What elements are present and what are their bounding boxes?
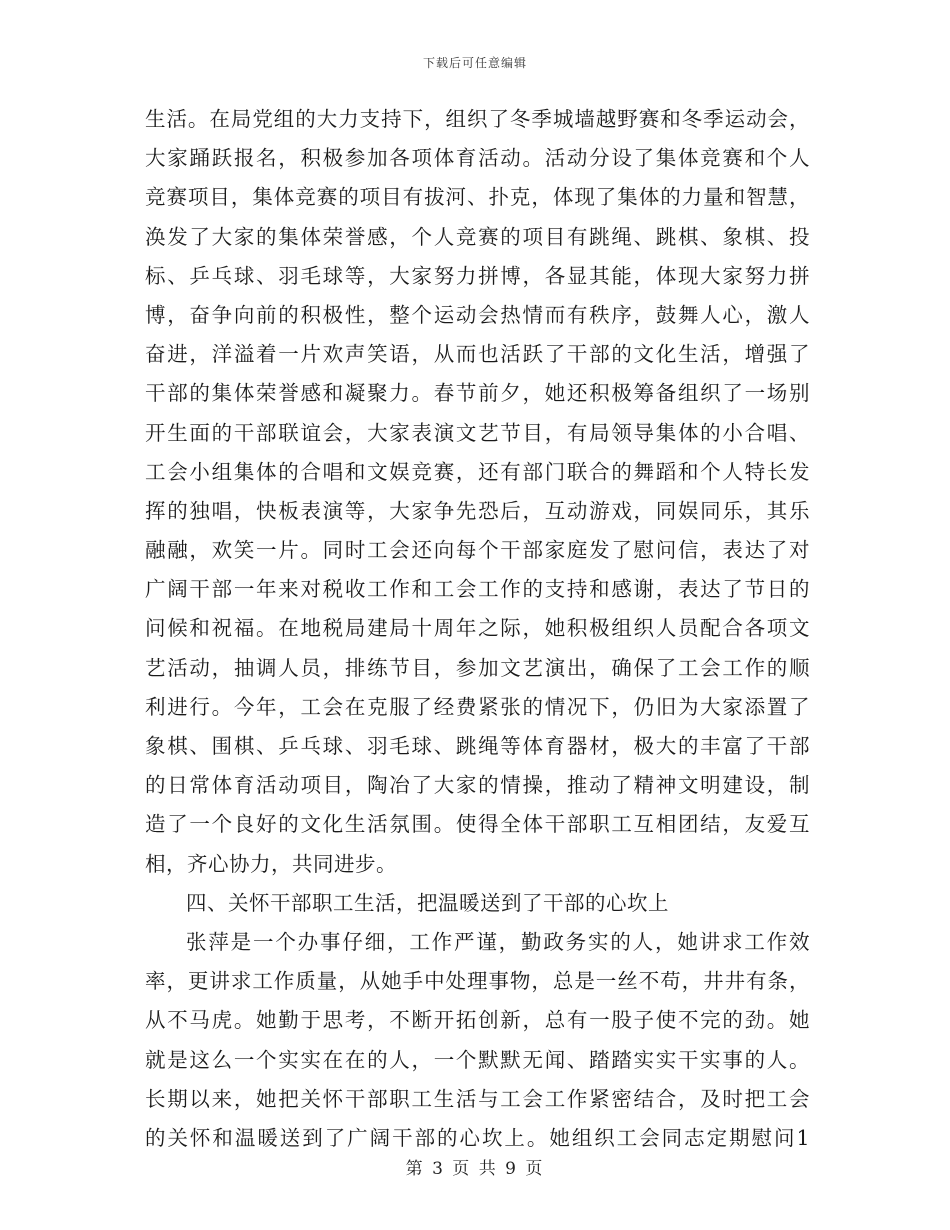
text-line: 工会小组集体的合唱和文娱竞赛，还有部门联合的舞蹈和个人特长发 <box>145 459 810 484</box>
text-line: 从不马虎。她勤于思考，不断开拓创新，总有一股子使不完的劲。她 <box>145 1008 810 1033</box>
text-line: 的关怀和温暖送到了广阔干部的心坎上。她组织工会同志定期慰问1 <box>145 1125 810 1150</box>
text-line: 艺活动，抽调人员，排练节目，参加文艺演出，确保了工会工作的顺 <box>145 655 810 680</box>
text-line: 博，奋争向前的积极性，整个运动会热情而有秩序，鼓舞人心，激人 <box>145 302 810 327</box>
text-line: 竞赛项目，集体竞赛的项目有拔河、扑克，体现了集体的力量和智慧， <box>145 185 810 210</box>
text-line: 干部的集体荣誉感和凝聚力。春节前夕，她还积极筹备组织了一场别 <box>145 381 810 406</box>
page-number-footer: 第 3 页 共 9 页 <box>405 1159 545 1179</box>
text-line: 问候和祝福。在地税局建局十周年之际，她积极组织人员配合各项文 <box>145 616 810 641</box>
text-line: 标、乒乓球、羽毛球等，大家努力拼博，各显其能，体现大家努力拼 <box>145 263 810 288</box>
page-header-note: 下载后可任意编辑 <box>422 56 527 70</box>
text-line: 象棋、围棋、乒乓球、羽毛球、跳绳等体育器材，极大的丰富了干部 <box>145 734 810 758</box>
text-line: 就是这么一个实实在在的人，一个默默无闻、踏踏实实干实事的人。 <box>145 1047 810 1072</box>
text-line: 长期以来，她把关怀干部职工生活与工会工作紧密结合，及时把工会 <box>145 1086 810 1111</box>
text-line: 大家踊跃报名，积极参加各项体育活动。活动分设了集体竞赛和个人 <box>145 146 810 171</box>
text-line: 涣发了大家的集体荣誉感，个人竞赛的项目有跳绳、跳棋、象棋、投 <box>145 224 810 249</box>
text-line: 广阔干部一年来对税收工作和工会工作的支持和感谢，表达了节日的 <box>145 577 810 602</box>
document-body <box>145 100 810 1158</box>
text-line: 相，齐心协力，共同进步。 <box>145 851 397 876</box>
text-line: 率，更讲求工作质量，从她手中处理事物，总是一丝不苟，井井有条， <box>145 969 810 994</box>
text-line: 挥的独唱，快板表演等，大家争先恐后，互动游戏，同娱同乐，其乐 <box>145 498 810 523</box>
text-line: 开生面的干部联谊会，大家表演文艺节目，有局领导集体的小合唱、 <box>145 420 810 445</box>
section-heading: 四、关怀干部职工生活，把温暖送到了干部的心坎上 <box>186 890 669 915</box>
text-line: 的日常体育活动项目，陶冶了大家的情操，推动了精神文明建设，制 <box>145 773 810 798</box>
text-line: 奋进，洋溢着一片欢声笑语，从而也活跃了干部的文化生活，增强了 <box>145 342 810 367</box>
text-line: 利进行。今年，工会在克服了经费紧张的情况下，仍旧为大家添置了 <box>145 694 810 719</box>
text-line: 生活。在局党组的大力支持下，组织了冬季城墙越野赛和冬季运动会， <box>145 107 810 131</box>
text-line: 张萍是一个办事仔细，工作严谨，勤政务实的人，她讲求工作效 <box>186 929 810 954</box>
text-line: 造了一个良好的文化生活氛围。使得全体干部职工互相团结，友爱互 <box>145 812 810 837</box>
text-line: 融融，欢笑一片。同时工会还向每个干部家庭发了慰问信，表达了对 <box>145 538 810 563</box>
